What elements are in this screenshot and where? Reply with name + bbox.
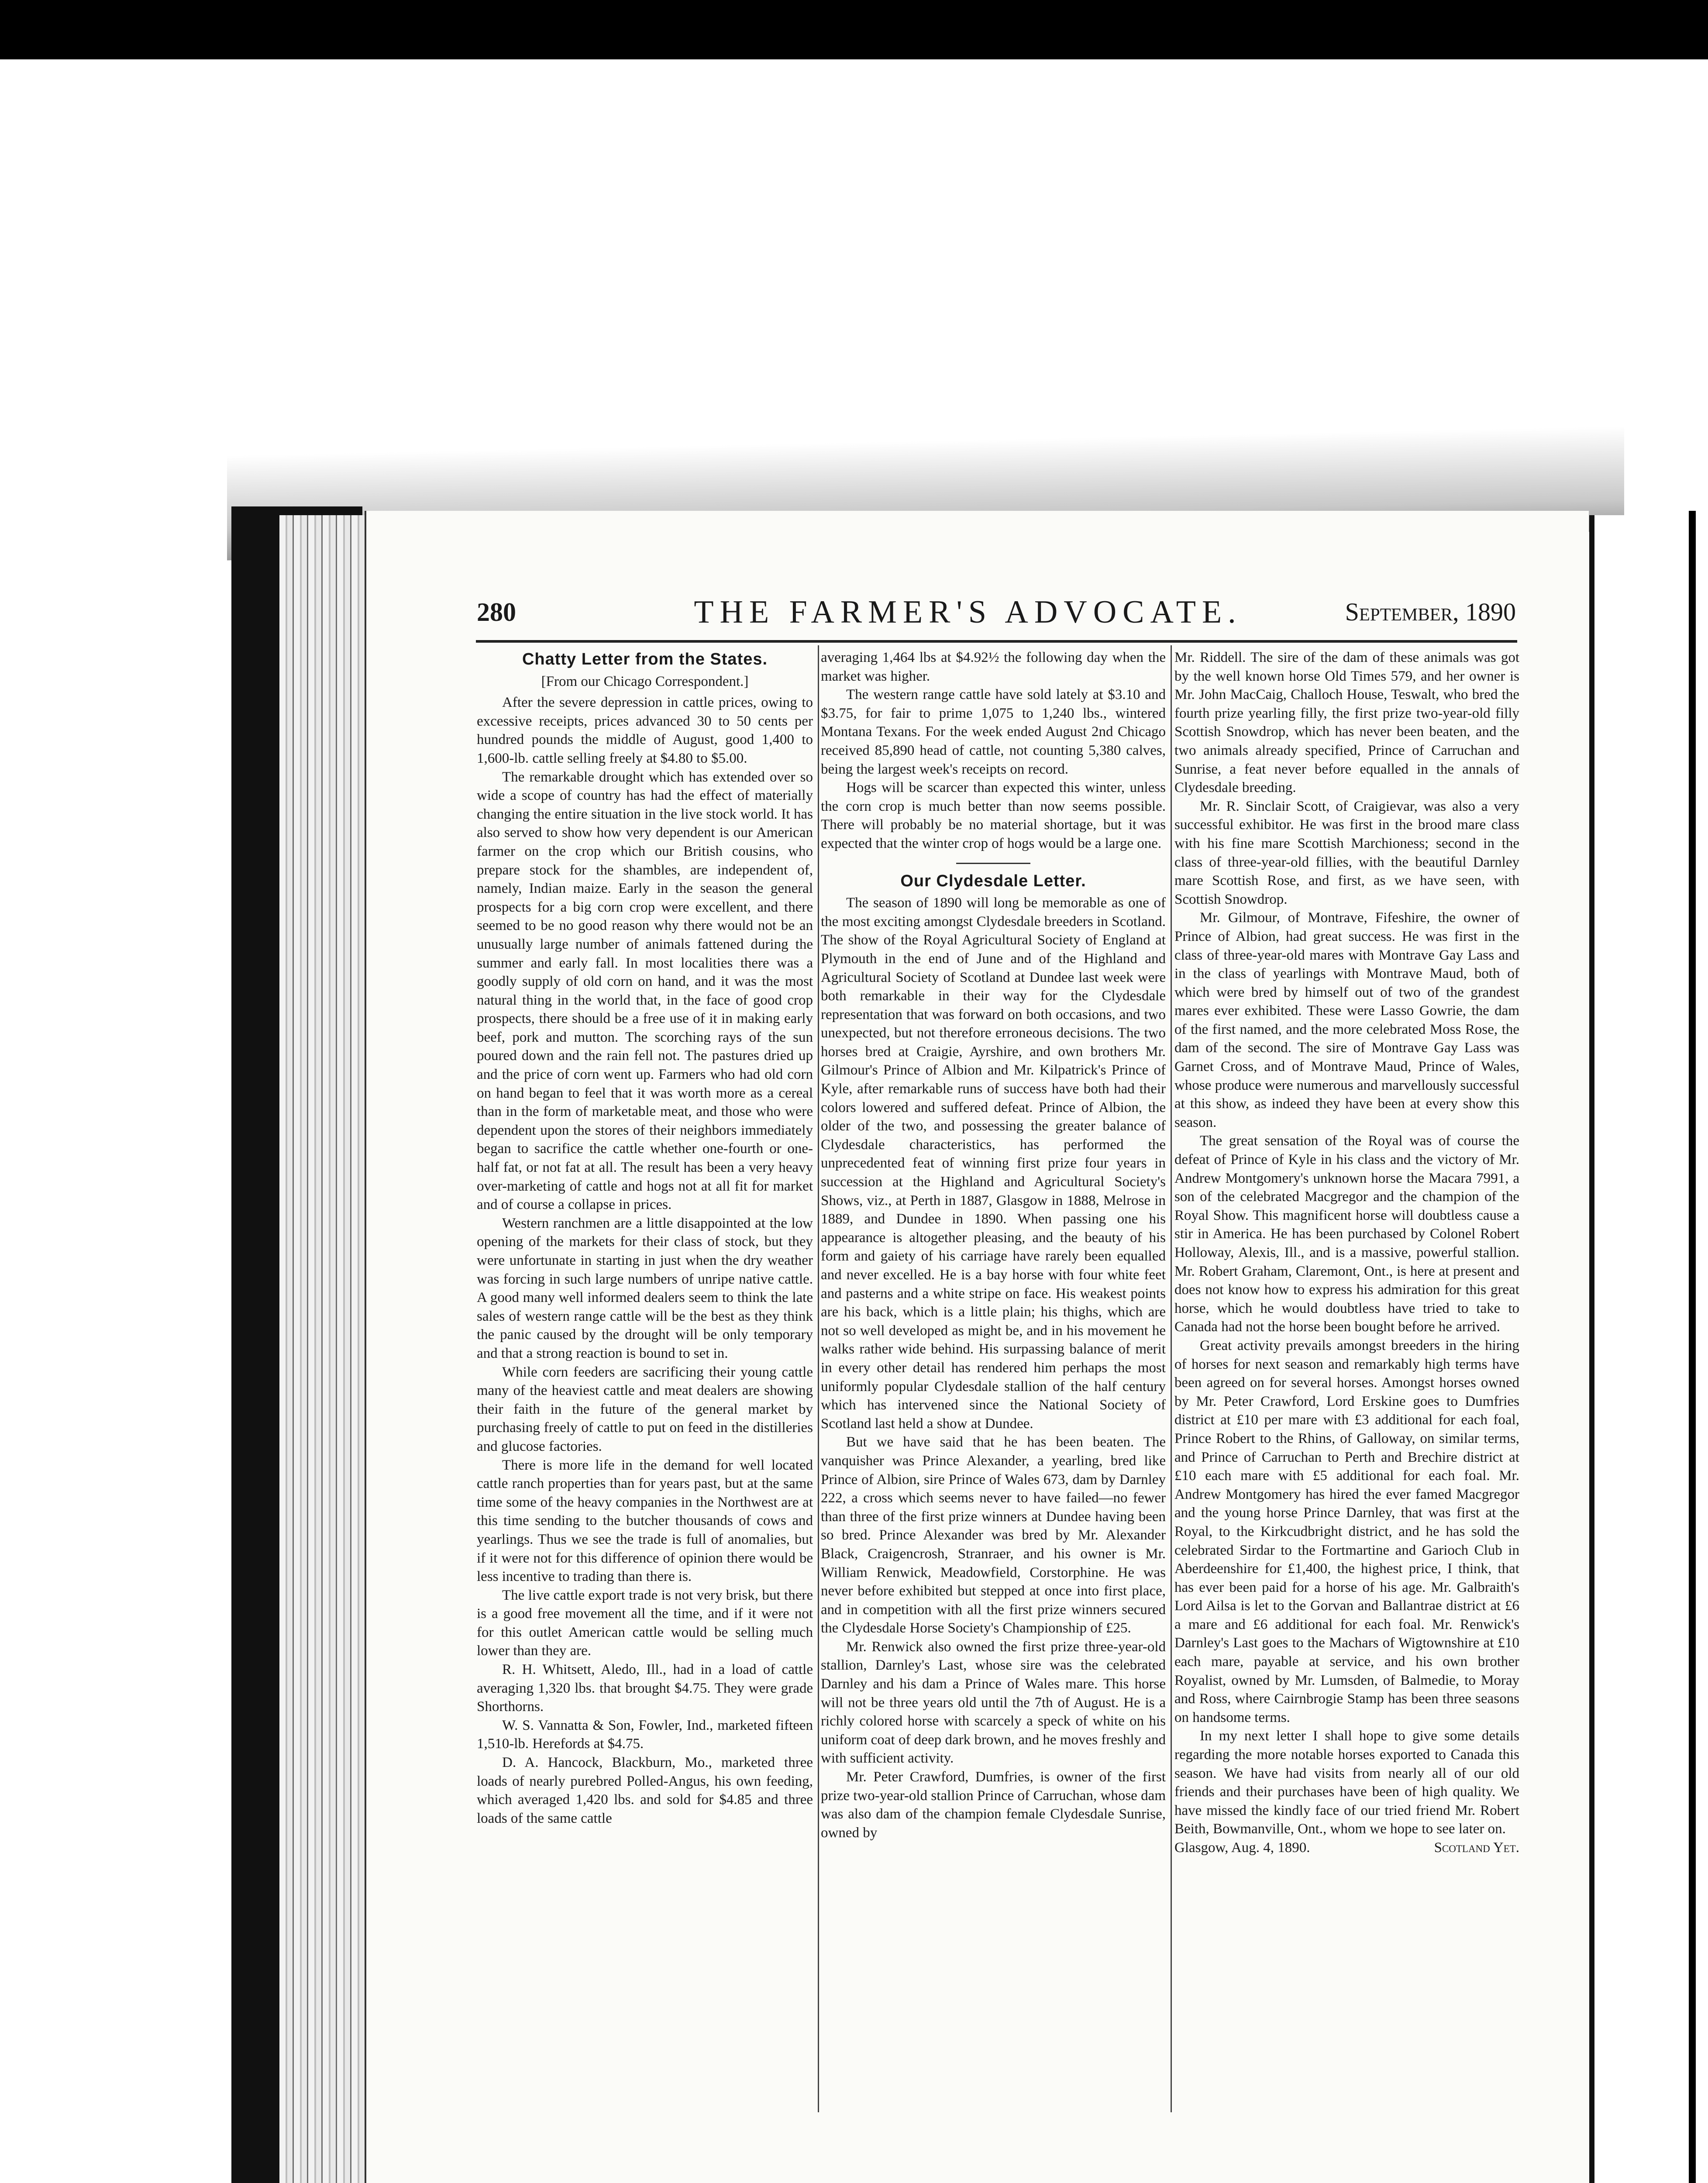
paragraph: Great activity prevails amongst breeders in the hiring of horses for next season and remarkably high terms have been agreed on for several horses. Amongst horses owned by Mr. Peter Crawford, Lord Erskine goes to Dumfries district at £10 per mare with £3 additional for each foal, Prince Robert to the Rhins, of Galloway, on similar terms, and Prince of Carruchan to Perth and Brechire district at £10 each mare with £5 additional for each foal. Mr. Andrew Montgomery has hired the ever famed Macgregor and the young horse Prince Darnley, that was first at the Royal, to the Kirkcudbright district, and he has sold the celebrated Sirdar to the Fortmartine and Garioch Club in Aberdeenshire for £1,400, the highest price, I think, that has ever been paid for a horse of his age. Mr. Galbraith's Lord Ailsa is let to the Gorvan and Ballantrae district at £6 a mare and £6 additional for each foal. Mr. Renwick's Darnley's Last goes to the Machars of Wigtownshire at £10 each mare, payable at service, and his own brother Royalist, owned by Mr. Lumsden, of Balmedie, to Moray and Ross, where Cairnbrogie Stamp has been three seasons on handsome terms. [1174,1337,1519,1725]
paragraph: While corn feeders are sacrificing their young cattle many of the heaviest cattle and meat dealers are showing their faith in the future of the general market by purchasing freely of cattle to put on feed in the distilleries and glucose factories. [477,1364,813,1454]
column-rule [1171,645,1172,2112]
issue-date: September, 1890 [1345,598,1516,626]
paragraph: The season of 1890 will long be memorable as one of the most exciting amongst Clydesdale breeders in Scotland. The show of the Royal Agricultural Society of England at Plymouth in the end of June and of the Highland and Agricultural Society of Scotland at Dundee last week were both remarkable in their way for the Clydesdale representation that was forward on both occasions, and two unexpected, but not therefore erroneous decisions. The two horses bred at Craigie, Ayrshire, and own brothers Mr. Gilmour's Prince of Albion and Mr. Kilpatrick's Prince of Kyle, after remarkable runs of success have both had their colors lowered and suffered defeat. Prince of Albion, the older of the two, and possessing the greater balance of Clydesdale characteristics, has performed the unprecedented feat of winning first prize four years in succession at the Highland and Agricultural Society's Shows, viz., at Perth in 1887, Glasgow in 1888, Melrose in 1889, and Dundee in 1890. When passing one his appearance is altogether pleasing, and the beauty of his form and gaiety of his carriage have rarely been equalled and never excelled. He is a bay horse with four white feet and pasterns and a white stripe on face. His weakest points are his back, which is a little plain; his thighs, which are not so well developed as might be, and in his movement he walks rather wide behind. His surpassing balance of merit in every other detail has rendered him perhaps the most uniformly popular Clydesdale stallion of the half century which has intervened since the National Society of Scotland last held a show at Dundee. [821,895,1166,1432]
paragraph: In my next letter I shall hope to give some details regarding the more notable horses exported to Canada this season. We have had visits from nearly all of our old friends and their purchases have been of high quality. We have missed the kindly face of our tried friend Mr. Robert Beith, Bowmanville, Ont., whom we hope to see later on. [1174,1728,1519,1837]
paragraph: There is more life in the demand for well located cattle ranch properties than for years past, but at the same time some of the heavy companies in the Northwest are at this time sending to the butcher thousands of cows and yearlings. Thus we see the trade is full of anomalies, but if it were not for this difference of opinion there would be less incentive to trading than there is. [477,1457,813,1585]
paragraph: The remarkable drought which has extended over so wide a scope of country has had the effect of materially changing the entire situation in the live stock world. It has also served to show how very dependent is our American farmer on the crop which our British cousins, who prepare stock for the shambles, are independent of, namely, Indian maize. Early in the season the general prospects for a big corn crop were excellent, and there seemed to be no good reason why there would not be an unusually large number of animals fattened during the summer and early fall. In most localities there was a goodly supply of old corn on hand, and it was the most natural thing in the world that, in the face of good crop prospects, there should be a free use of it in making early beef, pork and mutton. The scorching rays of the sun poured down and the rain fell not. The pastures dried up and the price of corn went up. Farmers who had old corn on hand began to feel that it was worth more as a cereal than in the form of marketable meat, and those who were dependent upon the stores of their neighbors immediately began to sacrifice the cattle whether one-fourth or one-half fat, or not fat at all. The result has been a very heavy over-marketing of cattle and hogs not at all fit for market and of course a collapse in prices. [477,769,813,1213]
page-number: 280 [477,598,516,627]
paragraph: The live cattle export trade is not very brisk, but there is a good free movement all the time, and if it were not for this outlet American cattle would be selling much lower than they are. [477,1587,813,1659]
article-byline: [From our Chicago Correspondent.] [541,673,749,689]
article-title: Our Clydesdale Letter. [900,871,1086,890]
paragraph: Mr. Renwick also owned the first prize three-year-old stallion, Darnley's Last, whose sire was the celebrated Darnley and his dam a Prince of Wales mare. This horse will not be three years old until the 7th of August. He is a richly colored horse with scarcely a speck of white on his uniform coat of deep dark brown, and he moves freshly and with sufficient activity. [821,1639,1166,1766]
facing-page [1589,515,1699,2183]
paragraph: W. S. Vannatta & Son, Fowler, Ind., marketed fifteen 1,510-lb. Herefords at $4.75. [477,1717,813,1752]
column-2 [821,648,1166,1842]
paragraph: Western ranchmen are a little disappointed at the low opening of the markets for their class of stock, but they were unfortunate in starting in just when the dry weather was forcing in such large numbers of unripe native cattle. A good many well informed dealers seem to think the late sales of western range cattle will be the best as they think the panic caused by the drought will be only temporary and that a strong reaction is bound to set in. [477,1215,813,1361]
paragraph: Mr. R. Sinclair Scott, of Craigievar, was also a very successful exhibitor. He was first in the brood mare class with his fine mare Scottish Marchioness; second in the class of three-year-old fillies, with the beautiful Darnley mare Scottish Rose, and first, as we have seen, with Scottish Snowdrop. [1174,798,1519,907]
paragraph: After the severe depression in cattle prices, owing to excessive receipts, prices advanced 30 to 50 cents per hundred pounds the middle of August, good 1,400 to 1,600-lb. cattle selling freely at $4.80 to $5.00. [477,695,813,766]
paragraph: Mr. Peter Crawford, Dumfries, is owner of the first prize two-year-old stallion Prince of Carruchan, whose dam was also dam of the champion female Clydesdale Sunrise, owned by [821,1769,1166,1841]
signature: Scotland Yet. [1434,1840,1519,1856]
page-edges [279,515,371,2183]
facing-page-edge [1689,511,1696,2183]
paragraph: The western range cattle have sold lately at $3.10 and $3.75, for fair to prime 1,075 to 1,240 lbs., wintered Montana Texans. For the week ended August 2nd Chicago received 85,890 head of cattle, not counting 5,380 calves, being the largest week's receipts on record. [821,687,1166,777]
paragraph: The great sensation of the Royal was of course the defeat of Prince of Kyle in his class and the victory of Mr. Andrew Montgomery's unknown horse the Macara 7991, a son of the celebrated Macgregor and the champion of the Royal Show. This magnificent horse will doubtless cause a stir in America. He has been purchased by Colonel Robert Holloway, Alexis, Ill., and is a massive, powerful stallion. Mr. Robert Graham, Claremont, Ont., is here at present and does not know how to express his admiration for this great horse, which he would doubtless have tried to take to Canada had not the horse been bought before he arrived. [1174,1133,1519,1335]
section-divider [956,863,1030,864]
masthead-title: THE FARMER'S ADVOCATE. [694,594,1242,630]
article-title: Chatty Letter from the States. [522,650,768,668]
page-header [477,594,1516,629]
column-3 [1174,648,1519,1857]
dateline: Glasgow, Aug. 4, 1890. [1174,1840,1310,1856]
column-1 [477,648,813,1828]
column-rule [818,645,819,2112]
header-rule [476,640,1517,643]
paragraph: Mr. Riddell. The sire of the dam of these animals was got by the well known horse Old Times 579, and her owner is Mr. John MacCaig, Challoch House, Teswalt, who bred the fourth prize yearling filly, the first prize two-year-old filly Scottish Snowdrop, which has never been beaten, and the two animals already specified, Prince of Carruchan and Sunrise, a feat never before equalled in the annals of Clydesdale breeding. [1174,650,1519,796]
paragraph: Hogs will be scarcer than expected this winter, unless the corn crop is much better than now seems possible. There will probably be no material shortage, but it was expected that the winter crop of hogs would be a large one. [821,780,1166,851]
paragraph: Mr. Gilmour, of Montrave, Fifeshire, the owner of Prince of Albion, had great success. He was first in the class of three-year-old mares with Montrave Gay Lass and in the class of yearlings with Montrave Maud, both of which were bred by himself out of two of the grandest mares ever exhibited. These were Lasso Gowrie, the dam of the first named, and the more celebrated Moss Rose, the dam of the second. The sire of Montrave Gay Lass was Garnet Cross, and of Montrave Maud, Prince of Wales, whose produce were numerous and marvellously successful at this show, as indeed they have been at every show this season. [1174,910,1519,1130]
paragraph: averaging 1,464 lbs at $4.92½ the following day when the market was higher. [821,650,1166,684]
signoff [1174,1839,1519,1857]
paragraph: But we have said that he has been beaten. The vanquisher was Prince Alexander, a yearling, bred like Prince of Albion, sire Prince of Wales 673, dam by Darnley 222, a cross which seems never to have failed—no fewer than three of the first prize winners at Dundee having been so bred. Prince Alexander was bred by Mr. Alexander Black, Craigencrosh, Stranraer, and his owner is Mr. William Renwick, Meadowfield, Corstorphine. He was never before exhibited but stepped at once into first place, and in competition with all the first prize winners secured the Clydesdale Horse Society's Championship of £25. [821,1434,1166,1636]
paragraph: R. H. Whitsett, Aledo, Ill., had in a load of cattle averaging 1,320 lbs. that brought $4.75. They were grade Shorthorns. [477,1662,813,1715]
paragraph: D. A. Hancock, Blackburn, Mo., marketed three loads of nearly purebred Polled-Angus, his own feeding, which averaged 1,420 lbs. and sold for $4.85 and three loads of the same cattle [477,1755,813,1826]
